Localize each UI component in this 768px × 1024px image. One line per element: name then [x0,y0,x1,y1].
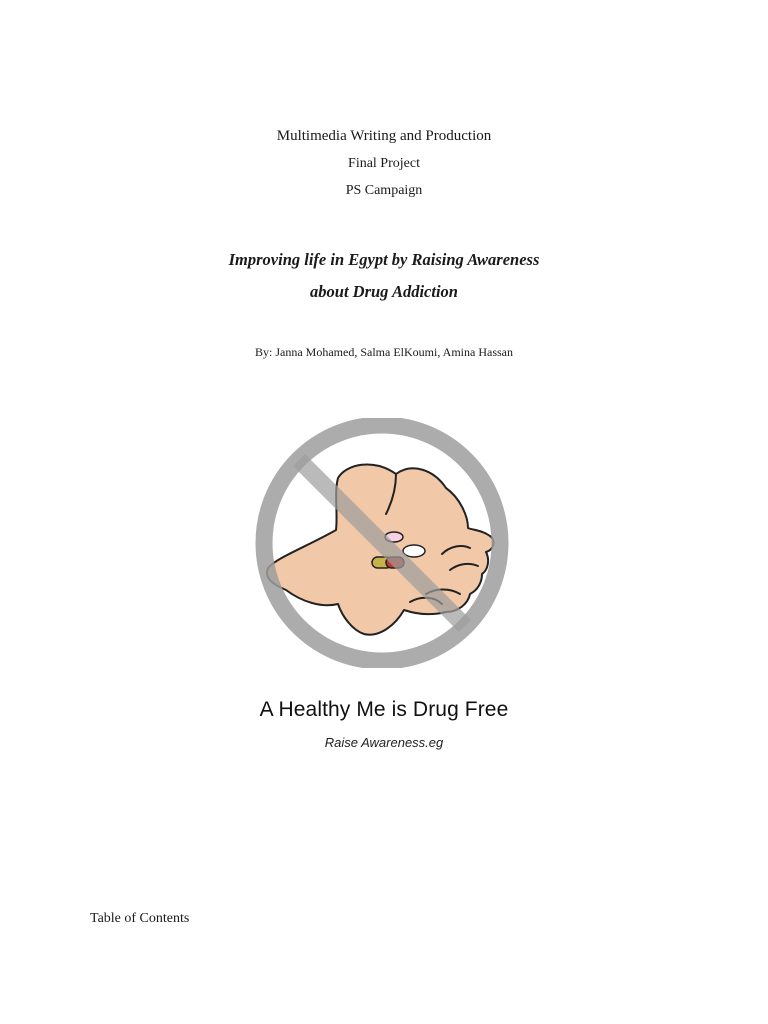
white-pill [403,545,425,557]
document-title-line-2: about Drug Addiction [310,282,458,301]
table-of-contents-heading: Table of Contents [90,911,190,926]
logo-slogan: A Healthy Me is Drug Free [259,698,509,721]
project-label: Final Project [348,156,420,171]
no-drugs-hand-icon [246,418,518,668]
logo-tagline: Raise Awareness.eg [324,735,444,750]
campaign-label: PS Campaign [345,183,423,198]
document-title-line-1: Improving life in Egypt by Raising Awareness [228,250,540,269]
course-title: Multimedia Writing and Production [276,128,492,144]
no-drugs-logo [246,418,518,668]
authors-byline: By: Janna Mohamed, Salma ElKoumi, Amina Hassan [255,345,513,359]
